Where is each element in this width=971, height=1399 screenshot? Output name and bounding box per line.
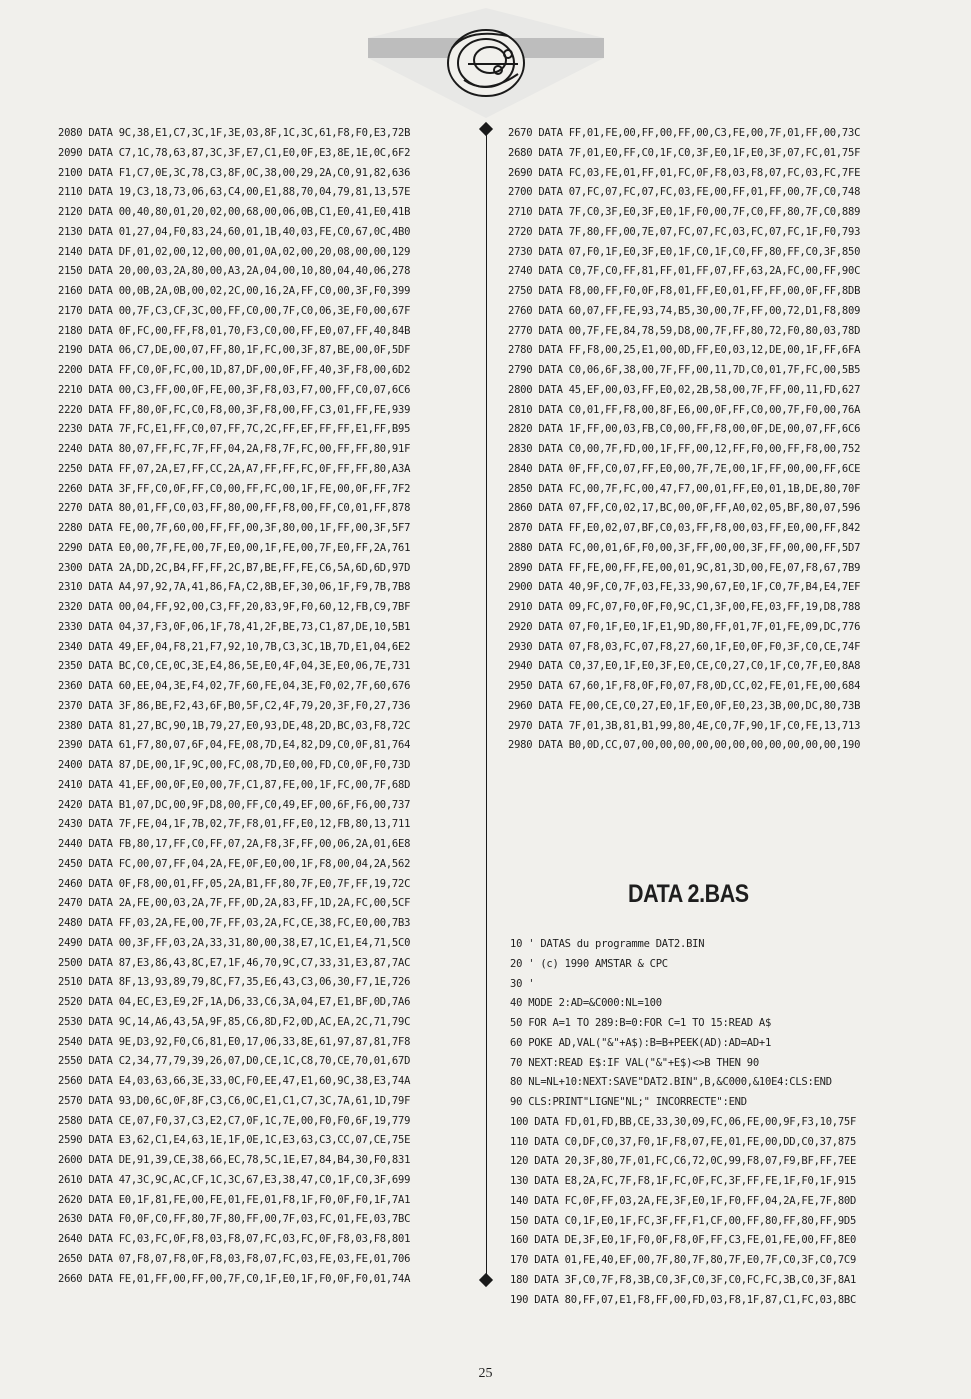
code-line: 2360 DATA 60,EE,04,3E,F4,02,7F,60,FE,04,3E,F0,02,7F,60,676 <box>58 680 411 692</box>
code-line: 2920 DATA 07,F0,1F,E0,1F,E1,9D,80,FF,01,7F,01,FE,09,DC,776 <box>508 620 861 633</box>
code-line: 2480 DATA FF,03,2A,FE,00,7F,FF,03,2A,FC,CE,38,FC,E0,00,7B3 <box>58 917 411 929</box>
code-line: 2730 DATA 07,F0,1F,E0,3F,E0,1F,C0,1F,C0,FF,80,FF,C0,3F,850 <box>508 245 861 258</box>
code-line: 2510 DATA 8F,13,93,89,79,8C,F7,35,E6,43,C3,06,30,F7,1E,726 <box>58 976 411 989</box>
code-line: 2670 DATA FF,01,FE,00,FF,00,FF,00,C3,FE,00,7F,01,FF,00,73C <box>508 127 861 139</box>
code-line: 2120 DATA 00,40,80,01,20,02,00,68,00,06,0B,C1,E0,41,E0,41B <box>58 206 411 218</box>
page-number: 25 <box>478 1366 493 1381</box>
code-line: 2440 DATA FB,80,17,FF,C0,FF,07,2A,F8,3F,FF,00,06,2A,01,6E8 <box>58 838 411 850</box>
code-line: 20 ' (c) 1990 AMSTAR & CPC <box>510 957 668 970</box>
code-line: 2160 DATA 00,0B,2A,0B,00,02,2C,00,16,2A,FF,C0,00,3F,F0,399 <box>58 285 411 297</box>
code-line: 2600 DATA DE,91,39,CE,38,66,EC,78,5C,1E,E7,84,B4,30,F0,831 <box>58 1154 411 1166</box>
code-line: 190 DATA 80,FF,07,E1,F8,FF,00,FD,03,F8,1F,87,C1,FC,03,8BC <box>510 1293 857 1306</box>
code-line: 2420 DATA B1,07,DC,00,9F,D8,00,FF,C0,49,EF,00,6F,F6,00,737 <box>58 798 411 811</box>
code-line: 2200 DATA FF,C0,0F,FC,00,1D,87,DF,00,0F,FF,40,3F,F8,00,6D2 <box>58 364 411 376</box>
code-line: 2260 DATA 3F,FF,C0,0F,FF,C0,00,FF,FC,00,1F,FE,00,0F,FF,7F2 <box>58 482 411 495</box>
code-line: 2900 DATA 40,9F,C0,7F,03,FE,33,90,67,E0,1F,C0,7F,B4,E4,7EF <box>508 581 861 594</box>
column-divider <box>486 128 487 1280</box>
code-line: 2610 DATA 47,3C,9C,AC,CF,1C,3C,67,E3,38,47,C0,1F,C0,3F,699 <box>58 1173 411 1186</box>
code-line: 2530 DATA 9C,14,A6,43,5A,9F,85,C6,8D,F2,0D,AC,EA,2C,71,79C <box>58 1015 411 1028</box>
code-line: 110 DATA C0,DF,C0,37,F0,1F,F8,07,FE,01,FE,00,DD,C0,37,875 <box>510 1135 857 1148</box>
code-line: 2960 DATA FE,00,CE,C0,27,E0,1F,E0,0F,E0,23,3B,00,DC,80,73B <box>508 699 861 712</box>
code-line: 2800 DATA 45,EF,00,03,FF,E0,02,2B,58,00,7F,FF,00,11,FD,627 <box>508 383 861 396</box>
code-line: 2400 DATA 87,DE,00,1F,9C,00,FC,08,7D,E0,00,FD,C0,0F,F0,73D <box>58 759 411 771</box>
code-line: 2090 DATA C7,1C,78,63,87,3C,3F,E7,C1,E0,0F,E3,8E,1E,0C,6F2 <box>58 146 411 159</box>
code-line: 2390 DATA 61,F7,80,07,6F,04,FE,08,7D,E4,82,D9,C0,0F,81,764 <box>58 739 411 752</box>
code-line: 2340 DATA 49,EF,04,F8,21,F7,92,10,7B,C3,3C,1B,7D,E1,04,6E2 <box>58 640 411 653</box>
code-line: 2540 DATA 9E,D3,92,F0,C6,81,E0,17,06,33,8E,61,97,87,81,7F8 <box>58 1035 411 1048</box>
code-line: 2690 DATA FC,03,FE,01,FF,01,FC,0F,F8,03,F8,07,FC,03,FC,7FE <box>508 166 861 179</box>
code-line: 2650 DATA 07,F8,07,F8,0F,F8,03,F8,07,FC,03,FE,03,FE,01,706 <box>58 1252 411 1265</box>
code-line: 2830 DATA C0,00,7F,FD,00,1F,FF,00,12,FF,F0,00,FF,F8,00,752 <box>508 443 861 455</box>
code-line: 2450 DATA FC,00,07,FF,04,2A,FE,0F,E0,00,1F,F8,00,04,2A,562 <box>58 857 411 870</box>
code-line: 70 NEXT:READ E$:IF VAL("&"+E$)<>B THEN 90 <box>510 1056 759 1069</box>
code-line: 2230 DATA 7F,FC,E1,FF,C0,07,FF,7C,2C,FF,EF,FF,FF,E1,FF,B95 <box>58 423 411 436</box>
code-line: 2790 DATA C0,06,6F,38,00,7F,FF,00,11,7D,C0,01,7F,FC,00,5B5 <box>508 364 861 376</box>
code-line: 140 DATA FC,0F,FF,03,2A,FE,3F,E0,1F,F0,FF,04,2A,FE,7F,80D <box>510 1194 857 1207</box>
code-line: 2940 DATA C0,37,E0,1F,E0,3F,E0,CE,C0,27,C0,1F,C0,7F,E0,8A8 <box>508 660 861 673</box>
code-line: 2710 DATA 7F,C0,3F,E0,3F,E0,1F,F0,00,7F,C0,FF,80,7F,C0,889 <box>508 206 861 218</box>
code-line: 2190 DATA 06,C7,DE,00,07,FF,80,1F,FC,00,3F,87,BE,00,0F,5DF <box>58 344 411 357</box>
code-line: 2250 DATA FF,07,2A,E7,FF,CC,2A,A7,FF,FF,FC,0F,FF,FF,80,A3A <box>58 462 411 475</box>
code-line: 2860 DATA 07,FF,C0,02,17,BC,00,0F,FF,A0,02,05,BF,80,07,596 <box>508 502 861 515</box>
code-line: 2140 DATA DF,01,02,00,12,00,00,01,0A,02,00,20,08,00,00,129 <box>58 245 411 258</box>
code-line: 2780 DATA FF,F8,00,25,E1,00,0D,FF,E0,03,12,DE,00,1F,FF,6FA <box>508 344 861 357</box>
code-line: 2700 DATA 07,FC,07,FC,07,FC,03,FE,00,FF,01,FF,00,7F,C0,748 <box>508 186 861 199</box>
code-line: 2840 DATA 0F,FF,C0,07,FF,E0,00,7F,7E,00,1F,FF,00,00,FF,6CE <box>508 462 861 475</box>
code-line: 2630 DATA F0,0F,C0,FF,80,7F,80,FF,00,7F,03,FC,01,FE,03,7BC <box>58 1213 411 1226</box>
code-line: 2170 DATA 00,7F,C3,CF,3C,00,FF,C0,00,7F,C0,06,3E,F0,00,67F <box>58 304 411 317</box>
code-line: 2750 DATA F8,00,FF,F0,0F,F8,01,FF,E0,01,FF,FF,00,0F,FF,8DB <box>508 285 861 297</box>
code-line: 2880 DATA FC,00,01,6F,F0,00,3F,FF,00,00,3F,FF,00,00,FF,5D7 <box>508 541 861 554</box>
code-line: 2640 DATA FC,03,FC,0F,F8,03,F8,07,FC,03,FC,0F,F8,03,F8,801 <box>58 1233 411 1245</box>
code-line: 2680 DATA 7F,01,E0,FF,C0,1F,C0,3F,E0,1F,E0,3F,07,FC,01,75F <box>508 146 861 159</box>
code-line: 2760 DATA 60,07,FF,FE,93,74,B5,30,00,7F,FF,00,72,D1,F8,809 <box>508 304 861 317</box>
code-line: 2590 DATA E3,62,C1,E4,63,1E,1F,0E,1C,E3,63,C3,CC,07,CE,75E <box>58 1134 411 1147</box>
code-line: 2910 DATA 09,FC,07,F0,0F,F0,9C,C1,3F,00,FE,03,FF,19,D8,788 <box>508 601 861 613</box>
code-line: 2320 DATA 00,04,FF,92,00,C3,FF,20,83,9F,F0,60,12,FB,C9,7BF <box>58 601 411 613</box>
code-line: 120 DATA 20,3F,80,7F,01,FC,C6,72,0C,99,F8,07,F9,BF,FF,7EE <box>510 1155 857 1168</box>
code-line: 2280 DATA FE,00,7F,60,00,FF,FF,00,3F,80,00,1F,FF,00,3F,5F7 <box>58 522 411 534</box>
code-line: 2810 DATA C0,01,FF,F8,00,8F,E6,00,0F,FF,C0,00,7F,F0,00,76A <box>508 403 861 416</box>
code-line: 50 FOR A=1 TO 289:B=0:FOR C=1 TO 15:READ A$ <box>510 1017 772 1029</box>
code-line: 2410 DATA 41,EF,00,0F,E0,00,7F,C1,87,FE,00,1F,FC,00,7F,68D <box>58 778 411 791</box>
code-line: 40 MODE 2:AD=&C000:NL=100 <box>510 997 662 1010</box>
code-line: 2380 DATA 81,27,BC,90,1B,79,27,E0,93,DE,48,2D,BC,03,F8,72C <box>58 719 411 732</box>
code-line: 2770 DATA 00,7F,FE,84,78,59,D8,00,7F,FF,80,72,F0,80,03,78D <box>508 324 861 337</box>
code-line: 2740 DATA C0,7F,C0,FF,81,FF,01,FF,07,FF,63,2A,FC,00,FF,90C <box>508 265 861 278</box>
code-line: 2850 DATA FC,00,7F,FC,00,47,F7,00,01,FF,E0,01,1B,DE,80,70F <box>508 482 861 495</box>
code-line: 2580 DATA CE,07,F0,37,C3,E2,C7,0F,1C,7E,00,F0,F0,6F,19,779 <box>58 1114 411 1127</box>
code-line: 150 DATA C0,1F,E0,1F,FC,3F,FF,F1,CF,00,FF,80,FF,80,FF,9D5 <box>510 1214 857 1227</box>
code-line: 2080 DATA 9C,38,E1,C7,3C,1F,3E,03,8F,1C,3C,61,F8,F0,E3,72B <box>58 127 411 139</box>
code-line: 100 DATA FD,01,FD,BB,CE,33,30,09,FC,06,FE,00,9F,F3,10,75F <box>510 1115 857 1128</box>
code-line: 2130 DATA 01,27,04,F0,83,24,60,01,1B,40,03,FE,C0,67,0C,4B0 <box>58 225 411 238</box>
code-line: 2330 DATA 04,37,F3,0F,06,1F,78,41,2F,BE,73,C1,87,DE,10,5B1 <box>58 620 411 633</box>
code-line: 2950 DATA 67,60,1F,F8,0F,F0,07,F8,0D,CC,02,FE,01,FE,00,684 <box>508 680 861 692</box>
code-line: 90 CLS:PRINT"LIGNE"NL;" INCORRECTE":END <box>510 1096 747 1108</box>
code-line: 80 NL=NL+10:NEXT:SAVE"DAT2.BIN",B,&C000,&10E4:CLS:END <box>510 1076 832 1089</box>
data-listing-right <box>508 124 940 756</box>
code-line: 2210 DATA 00,C3,FF,00,0F,FE,00,3F,F8,03,F7,00,FF,C0,07,6C6 <box>58 383 411 396</box>
code-line: 60 POKE AD,VAL("&"+A$):B=B+PEEK(AD):AD=AD+1 <box>510 1036 772 1049</box>
code-line: 2720 DATA 7F,80,FF,00,7E,07,FC,07,FC,03,FC,07,FC,1F,F0,793 <box>508 225 861 238</box>
code-line: 2100 DATA F1,C7,0E,3C,78,C3,8F,0C,38,00,29,2A,C0,91,82,636 <box>58 166 411 179</box>
header-horn-emblem <box>368 8 604 118</box>
code-line: 2520 DATA 04,EC,E3,E9,2F,1A,D6,33,C6,3A,04,E7,E1,BF,0D,7A6 <box>58 996 411 1008</box>
code-line: 130 DATA E8,2A,FC,7F,F8,1F,FC,0F,FC,3F,FF,FE,1F,F0,1F,915 <box>510 1175 857 1187</box>
code-line: 2110 DATA 19,C3,18,73,06,63,C4,00,E1,88,70,04,79,81,13,57E <box>58 186 411 199</box>
code-line: 180 DATA 3F,C0,7F,F8,3B,C0,3F,C0,3F,C0,FC,FC,3B,C0,3F,8A1 <box>510 1273 857 1286</box>
basic-listing <box>510 935 950 1310</box>
code-line: 2490 DATA 00,3F,FF,03,2A,33,31,80,00,38,E7,1C,E1,E4,71,5C0 <box>58 936 411 949</box>
code-line: 2460 DATA 0F,F8,00,01,FF,05,2A,B1,FF,80,7F,E0,7F,FF,19,72C <box>58 877 411 890</box>
code-line: 170 DATA 01,FE,40,EF,00,7F,80,7F,80,7F,E0,7F,C0,3F,C0,7C9 <box>510 1254 857 1266</box>
code-line: 2270 DATA 80,01,FF,C0,03,FF,80,00,FF,F8,00,FF,C0,01,FF,878 <box>58 502 411 515</box>
code-line: 2180 DATA 0F,FC,00,FF,F8,01,70,F3,C0,00,FF,E0,07,FF,40,84B <box>58 324 411 337</box>
code-line: 2290 DATA E0,00,7F,FE,00,7F,E0,00,1F,FE,00,7F,E0,FF,2A,761 <box>58 541 411 554</box>
code-line: 2820 DATA 1F,FF,00,03,FB,C0,00,FF,F8,00,0F,DE,00,07,FF,6C6 <box>508 423 861 436</box>
code-line: 2570 DATA 93,D0,6C,0F,8F,C3,C6,0C,E1,C1,C7,3C,7A,61,1D,79F <box>58 1094 411 1107</box>
code-line: 2370 DATA 3F,86,BE,F2,43,6F,B0,5F,C2,4F,79,20,3F,F0,27,736 <box>58 699 411 712</box>
code-line: 2550 DATA C2,34,77,79,39,26,07,D0,CE,1C,C8,70,CE,70,01,67D <box>58 1055 411 1068</box>
divider-top-diamond <box>479 122 493 136</box>
code-line: 2890 DATA FF,FE,00,FF,FE,00,01,9C,81,3D,00,FE,07,F8,67,7B9 <box>508 561 861 574</box>
code-line: 2970 DATA 7F,01,3B,81,B1,99,80,4E,C0,7F,90,1F,C0,FE,13,713 <box>508 719 861 732</box>
code-line: 2930 DATA 07,F8,03,FC,07,F8,27,60,1F,E0,0F,F0,3F,C0,CE,74F <box>508 640 861 653</box>
code-line: 160 DATA DE,3F,E0,1F,F0,0F,F8,0F,FF,C3,FE,01,FE,00,FF,8E0 <box>510 1234 857 1247</box>
code-line: 2620 DATA E0,1F,81,FE,00,FE,01,FE,01,F8,1F,F0,0F,F0,1F,7A1 <box>58 1193 411 1206</box>
code-line: 2430 DATA 7F,FE,04,1F,7B,02,7F,F8,01,FF,E0,12,FB,80,13,711 <box>58 818 411 831</box>
data-listing-left <box>58 124 478 1289</box>
code-line: 2870 DATA FF,E0,02,07,BF,C0,03,FF,F8,00,03,FF,E0,00,FF,842 <box>508 522 861 534</box>
code-line: 10 ' DATAS du programme DAT2.BIN <box>510 938 705 950</box>
code-line: 2980 DATA B0,0D,CC,07,00,00,00,00,00,00,00,00,00,00,00,190 <box>508 739 861 752</box>
code-line: 2500 DATA 87,E3,86,43,8C,E7,1F,46,70,9C,C7,33,31,E3,87,7AC <box>58 956 411 969</box>
code-line: 2350 DATA BC,C0,CE,0C,3E,E4,86,5E,E0,4F,04,3E,E0,06,7E,731 <box>58 660 411 673</box>
code-line: 2220 DATA FF,80,0F,FC,C0,F8,00,3F,F8,00,FF,C3,01,FF,FE,939 <box>58 403 411 416</box>
code-line: 2470 DATA 2A,FE,00,03,2A,7F,FF,0D,2A,83,FF,1D,2A,FC,00,5CF <box>58 897 411 910</box>
code-line: 2300 DATA 2A,DD,2C,B4,FF,FF,2C,B7,BE,FF,FE,C6,5A,6D,6D,97D <box>58 561 411 574</box>
code-line: 2240 DATA 80,07,FF,FC,7F,FF,04,2A,F8,7F,FC,00,FF,FF,80,91F <box>58 443 411 455</box>
code-line: 2150 DATA 20,00,03,2A,80,00,A3,2A,04,00,10,80,04,40,06,278 <box>58 265 411 278</box>
code-line: 2560 DATA E4,03,63,66,3E,33,0C,F0,EE,47,E1,60,9C,38,E3,74A <box>58 1075 411 1087</box>
section-title: DATA 2.BAS <box>628 880 749 908</box>
code-line: 30 ' <box>510 977 535 990</box>
code-line: 2660 DATA FE,01,FF,00,FF,00,7F,C0,1F,E0,1F,F0,0F,F0,01,74A <box>58 1272 411 1285</box>
code-line: 2310 DATA A4,97,92,7A,41,86,FA,C2,8B,EF,30,06,1F,F9,7B,7B8 <box>58 581 411 594</box>
divider-bottom-diamond <box>479 1273 493 1287</box>
